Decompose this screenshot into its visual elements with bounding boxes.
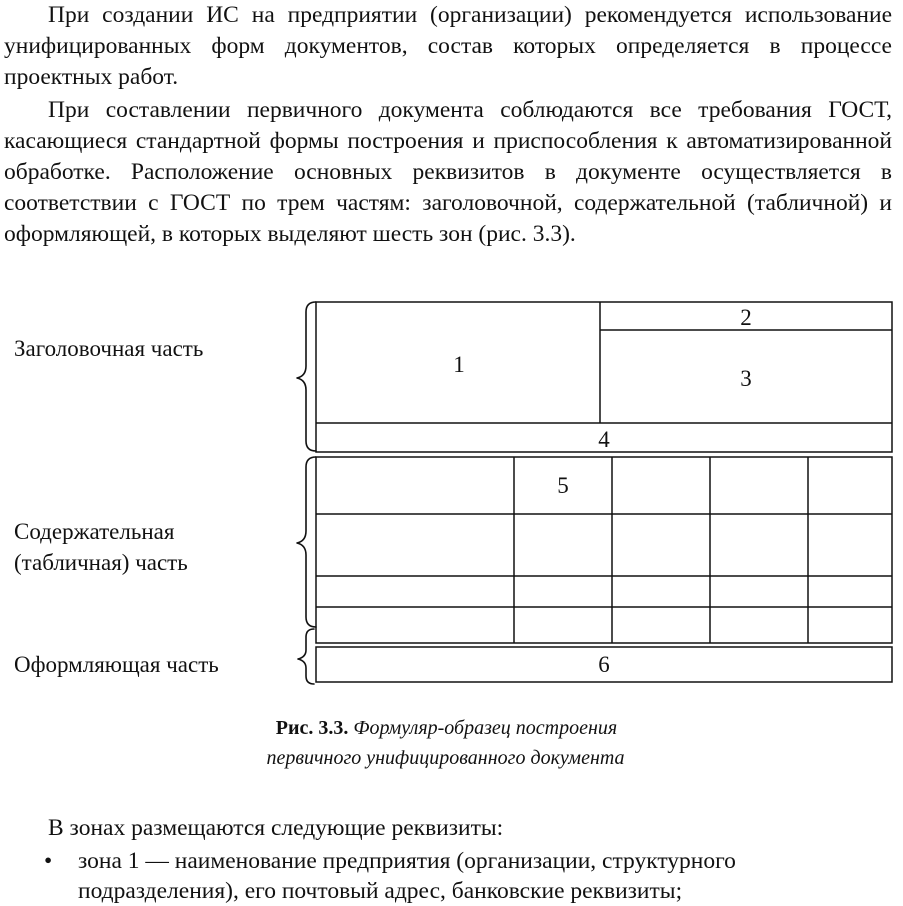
paragraph-2: При составлении первичного документа соблюдаются все требования ГОСТ, касающиеся стандартной формы построения и приспособления к автоматизированной обработке. Расположение основных реквизитов в документе осуществляется в соответствии с ГОСТ по трем частям: заголовочной, содержательной (табличной) и оформляющей, в которых выделяют шесть зон (рис. 3.3). bbox=[4, 97, 892, 247]
requisites-intro: В зонах размещаются следующие реквизиты: bbox=[48, 815, 504, 841]
brace-content bbox=[297, 457, 316, 627]
form-diagram bbox=[0, 296, 903, 696]
list-item-text: зона 1 — наименование предприятия (организации, структурного подразделения), его почтовый адрес, банковские реквизиты; bbox=[78, 848, 736, 904]
form-outline-table bbox=[316, 457, 892, 643]
zone-4-label: 4 bbox=[598, 427, 610, 452]
label-content-line1: Содержательная bbox=[14, 519, 175, 544]
brace-header bbox=[297, 302, 316, 451]
zone-1-label: 1 bbox=[453, 352, 465, 377]
zone-2-label: 2 bbox=[740, 305, 752, 330]
label-header-part: Заголовочная часть bbox=[14, 336, 204, 361]
brace-footer bbox=[298, 629, 314, 684]
list-item bbox=[0, 846, 903, 906]
label-content-line2: (табличная) часть bbox=[14, 550, 188, 575]
paragraph-1: При создании ИС на предприятии (организации) рекомендуется использование унифицированных форм документов, состав которых определяется в процессе проектных работ. bbox=[4, 2, 892, 90]
figure-caption-line2: первичного унифицированного документа bbox=[266, 747, 625, 769]
requisites-list bbox=[0, 846, 903, 906]
figure-caption-line1 bbox=[0, 714, 898, 742]
zone-5-label: 5 bbox=[557, 473, 569, 498]
zone-6-label: 6 bbox=[598, 652, 610, 677]
zone-3-label: 3 bbox=[740, 366, 752, 391]
figure-number: Рис. 3.3. bbox=[275, 717, 349, 739]
bullet-marker: • bbox=[44, 848, 53, 874]
figure-title-line1: Формуляр-образец построения bbox=[353, 717, 618, 739]
label-footer-part: Оформляющая часть bbox=[14, 652, 219, 677]
